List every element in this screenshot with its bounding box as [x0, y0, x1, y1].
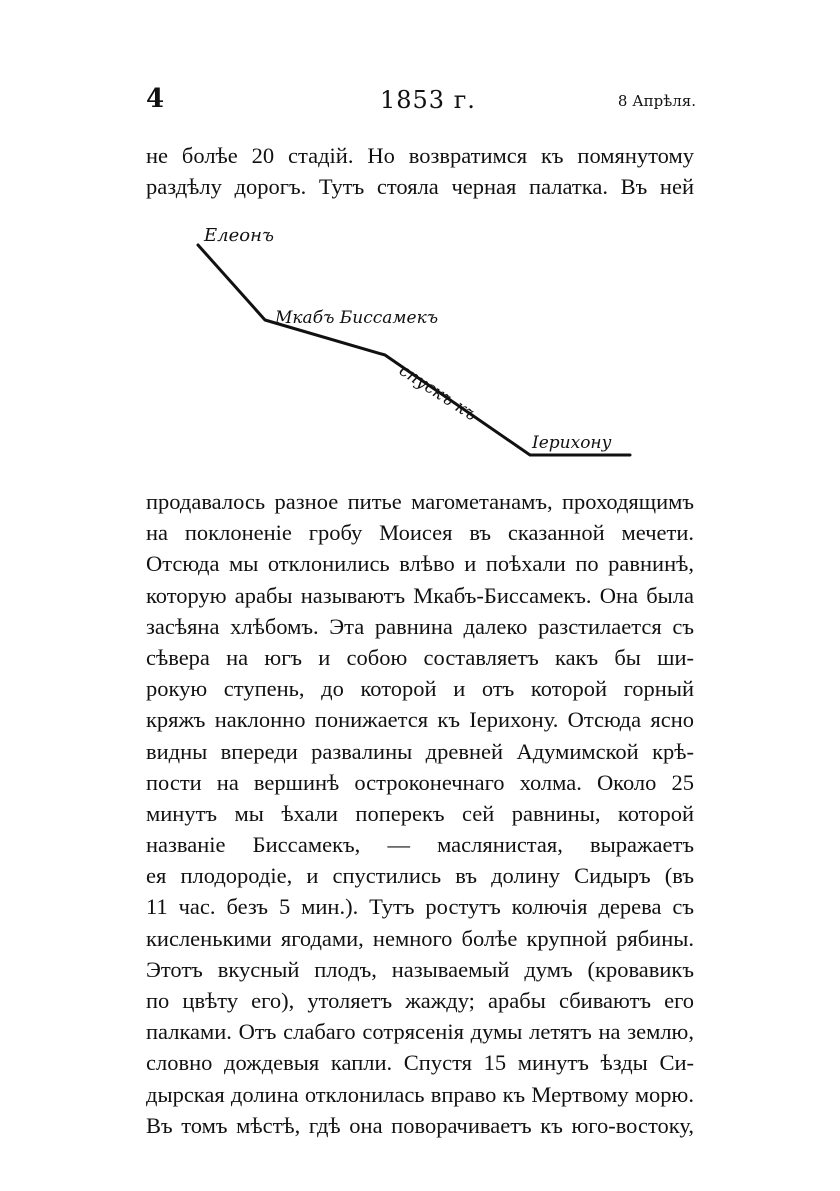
- text-line: на поклоненіе гробу Моисея въ сказанной мечети.: [146, 520, 694, 546]
- text-line: названіе Биссамекъ, — масляниcтая, выражаетъ: [146, 832, 694, 858]
- label-descent: спускъ къ: [395, 360, 481, 426]
- label-jericho: Іерихону: [532, 433, 612, 453]
- text-line: минутъ мы ѣхали поперекъ сей равнины, которой: [146, 800, 694, 826]
- text-line: Отсюда мы отклонились влѣво и поѣхали по равнинѣ,: [146, 551, 694, 577]
- text-line: кисленькими ягодами, немного болѣе крупной рябины.: [146, 925, 694, 951]
- text-line: видны впереди развалины древней Адумимской крѣ-: [146, 738, 694, 764]
- text-line: ея плодородіе, и спустились въ долину Сидыръ (въ: [146, 863, 694, 889]
- text-line: засѣяна хлѣбомъ. Эта равнина далеко разстилается съ: [146, 613, 694, 639]
- text-line: Этотъ вкусный плодъ, называемый думъ (кровавикъ: [146, 956, 694, 982]
- text-line: кряжъ наклонно понижается къ Іерихону. Отсюда ясно: [146, 707, 694, 733]
- route-sketch: [140, 205, 700, 475]
- text-line: сѣвера на югъ и собою составляетъ какъ бы ши-: [146, 644, 694, 670]
- text-line: раздѣлу дорогъ. Тутъ стояла черная палатка. Въ ней: [146, 174, 694, 200]
- text-line: дырская долина отклонилась вправо къ Мертвому морю.: [146, 1081, 694, 1107]
- text-line: Въ томъ мѣстѣ, гдѣ она поворачиваетъ къ юго-востоку,: [146, 1112, 694, 1138]
- page-number: 4: [146, 84, 165, 114]
- page-header: [146, 84, 696, 120]
- running-date: 8 Апрѣля.: [617, 92, 696, 110]
- running-title-year: 1853 г.: [380, 86, 476, 114]
- text-line: продавалось разное питье магометанамъ, проходящимъ: [146, 489, 694, 514]
- label-elion: Елеонъ: [204, 225, 274, 246]
- route-line: [198, 245, 630, 455]
- text-line: пости на вершинѣ остроконечнаго холма. Около 25: [146, 769, 694, 795]
- text-line: по цвѣту его), утоляетъ жажду; арабы сбиваютъ его: [146, 988, 694, 1013]
- text-line: палками. Отъ слабаго сотрясенія думы летятъ на землю,: [146, 1019, 694, 1045]
- text-line: не болѣе 20 стадій. Но возвратимся къ помянутому: [146, 143, 694, 168]
- text-line: рокую ступень, до которой и отъ которой горный: [146, 676, 694, 702]
- paragraph-top: [146, 140, 694, 202]
- paragraph-main: [146, 486, 694, 1141]
- text-line: словно дождевыя капли. Спустя 15 минутъ ѣзды Си-: [146, 1050, 694, 1076]
- text-line: которую арабы называютъ Мкабъ-Биссамекъ. Она была: [146, 582, 694, 608]
- text-line: 11 час. безъ 5 мин.). Тутъ ростутъ колючія дерева съ: [146, 894, 694, 920]
- label-mkab: Мкабъ Биссамекъ: [275, 308, 439, 328]
